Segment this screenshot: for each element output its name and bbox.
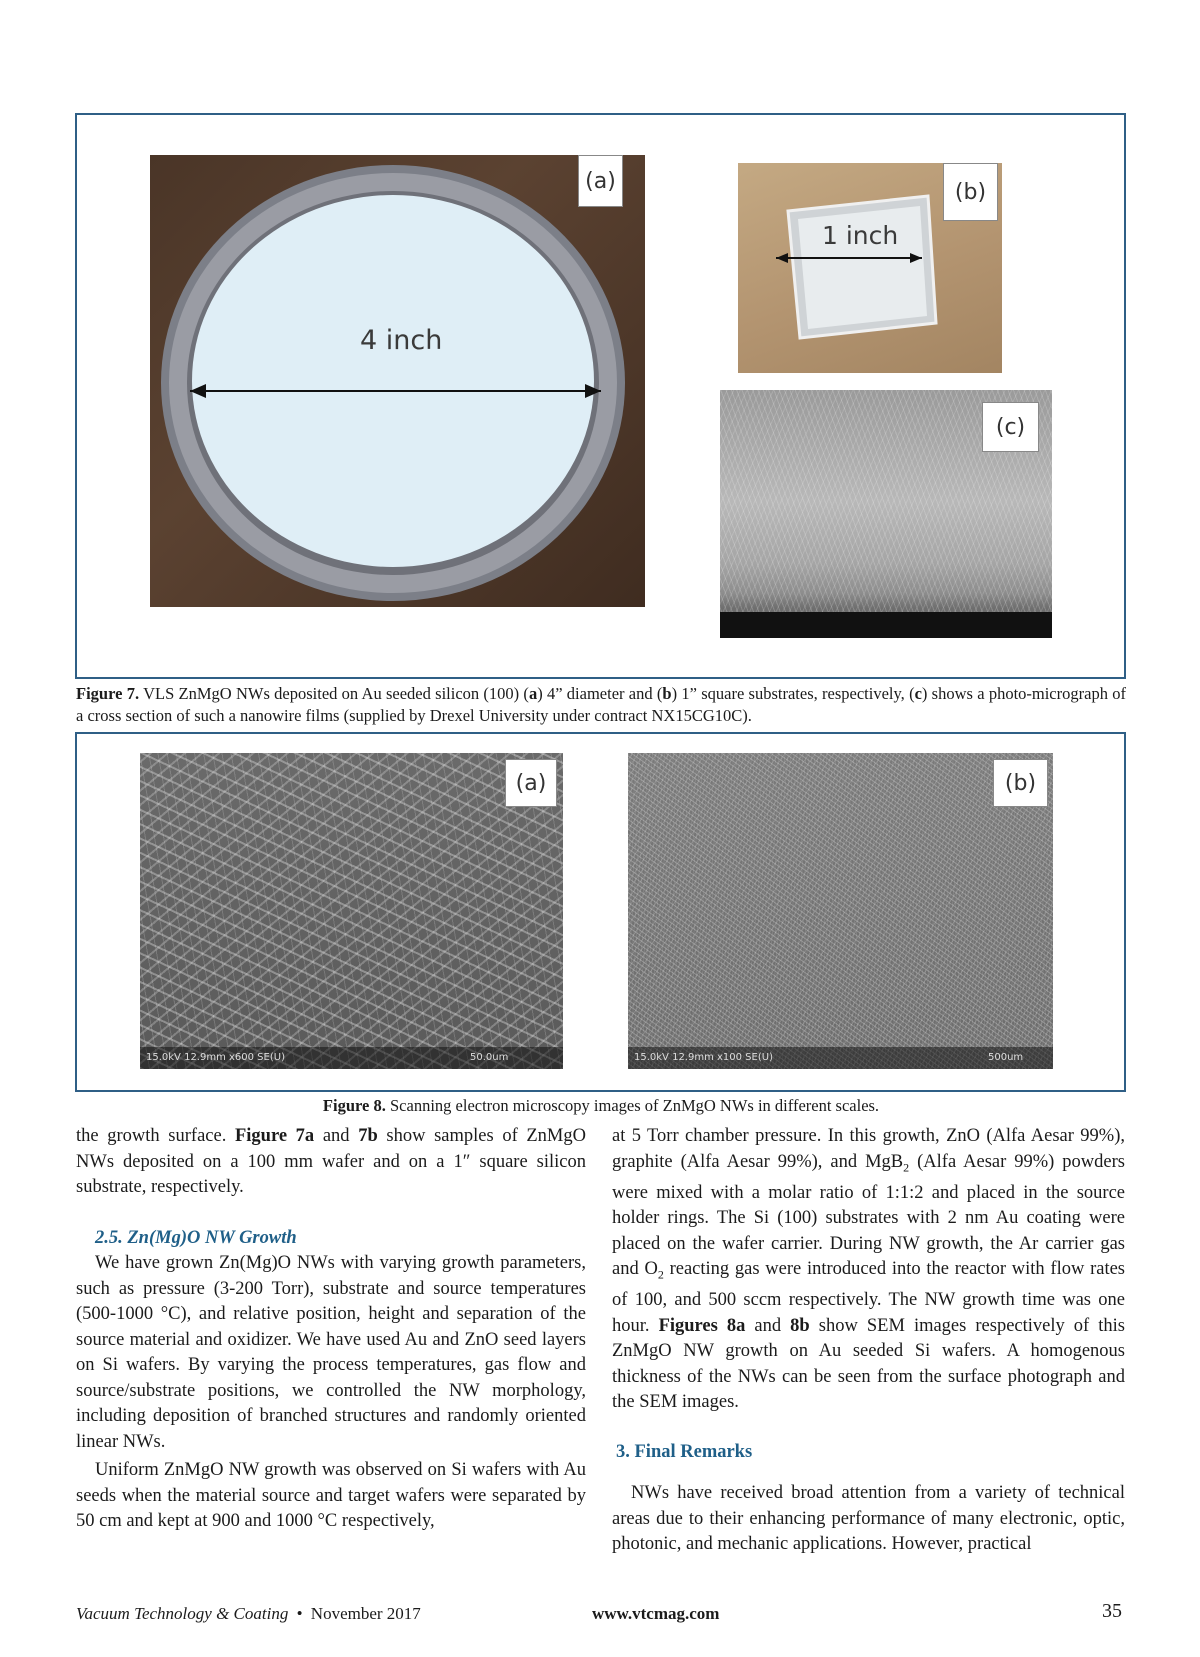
figure7a-reference[interactable]: Figure 7a (234, 1126, 315, 1146)
figure8a-reference[interactable]: Figures 8a (658, 1315, 746, 1336)
figure7c-micrograph (720, 390, 1052, 638)
section-heading-3: 3. Final Remarks (616, 1441, 753, 1462)
figure8a-info-bar (140, 1047, 563, 1069)
figure7b-dimension: 1 inch (822, 221, 899, 250)
figure7a-tag: (a) (578, 155, 623, 207)
figure8b-tag: (b) (993, 759, 1048, 807)
footer-url[interactable]: www.vtcmag.com (592, 1604, 720, 1623)
figure7c-tag: (c) (982, 402, 1039, 452)
figure7b-tag: (b) (943, 163, 998, 221)
right-column (612, 1124, 1125, 1558)
figure8a-info: 15.0kV 12.9mm x600 SE(U) (146, 1052, 285, 1063)
left-column (76, 1124, 586, 1535)
right-paragraph-1: at 5 Torr chamber pressure. In this growth, ZnO (Alfa Aesar 99%), graphite (Alfa Aesar 99%), and MgB$_2$ (Alfa Aesar 99%) powders were mixed with a molar ratio of 1:1:2 and placed in the source holder rings. The Si (100) substrates with 2 nm Au coating were placed on the wafer carrier. During NW growth, the Ar carrier gas and $O_2$ reacting gas were introduced into the reactor with flow rates of 100, and 500 sccm respectively. The NW growth time was one hour. Figures 8a and 8b show SEM images respectively of this ZnMgO NW growth on Au seeded Si wafers. A homogenous thickness of the NWs can be seen from the surface photograph and the SEM images. (612, 1126, 1125, 1413)
wafer-illustration (150, 155, 645, 607)
figure7-caption-label: Figure 7. (76, 684, 140, 703)
figure8b-micrograph (628, 753, 1053, 1069)
figure7-caption: Figure 7. VLS ZnMgO NWs deposited on Au seeded silicon (100) (a) 4” diameter and (b) 1” square substrates, respectively, (c) shows a photo-micrograph of a cross section of such a nanowire films (supplied by Drexel University under contract NX15CG10C). (76, 684, 1126, 725)
left-paragraph-1: the growth surface. Figure 7a and 7b show samples of ZnMgO NWs deposited on a 100 mm wafer and on a 1″ square silicon substrate, respectively. (76, 1126, 586, 1197)
section-heading-2-5: 2.5. Zn(Mg)O NW Growth (95, 1227, 297, 1248)
figure8b-reference[interactable]: 8b (790, 1315, 810, 1336)
figure7a-dimension: 4 inch (360, 325, 443, 356)
figure7a-photo (150, 155, 645, 607)
journal-name: Vacuum Technology & Coating (76, 1604, 289, 1623)
footer-bullet: • (296, 1604, 303, 1623)
figure8-caption: Figure 8. Scanning electron microscopy images of ZnMgO NWs in different scales. (322, 1096, 880, 1115)
figure7b-photo (738, 163, 1002, 373)
issue-date: November 2017 (310, 1604, 421, 1623)
figure8b-info-bar (628, 1047, 1053, 1069)
footer-journal (76, 1604, 421, 1624)
figure8b-scale: 500um (988, 1052, 1024, 1063)
left-paragraph-2: We have grown Zn(Mg)O NWs with varying growth parameters, such as pressure (3-200 Torr), substrate and source temperatures (500-1000 °C), and relative position, height and separation of the source material and oxidizer. We have used Au and ZnO seed layers on Si wafers. By varying the process temperatures, gas flow and source/substrate positions, we controlled the NW morphology, including deposition of branched structures and randomly oriented linear NWs. (76, 1253, 586, 1452)
figure7b-reference[interactable]: 7b (358, 1126, 378, 1146)
figure7c-info-bar (720, 612, 1052, 638)
figure8a-micrograph (140, 753, 563, 1069)
page-number: 35 (1102, 1600, 1122, 1622)
figure8b-info: 15.0kV 12.9mm x100 SE(U) (634, 1052, 773, 1063)
left-paragraph-3: Uniform ZnMgO NW growth was observed on Si wafers with Au seeds when the material source and target wafers were separated by 50 cm and kept at 900 and 1000 °C respectively, (76, 1460, 586, 1531)
figure8a-tag: (a) (505, 759, 557, 807)
right-paragraph-2: NWs have received broad attention from a variety of technical areas due to their enhancing performance of many electronic, optic, photonic, and mechanic applications. However, practical (612, 1483, 1125, 1555)
figure8-caption-label: Figure 8. (322, 1096, 386, 1115)
figure8a-scale: 50.0um (470, 1052, 509, 1063)
